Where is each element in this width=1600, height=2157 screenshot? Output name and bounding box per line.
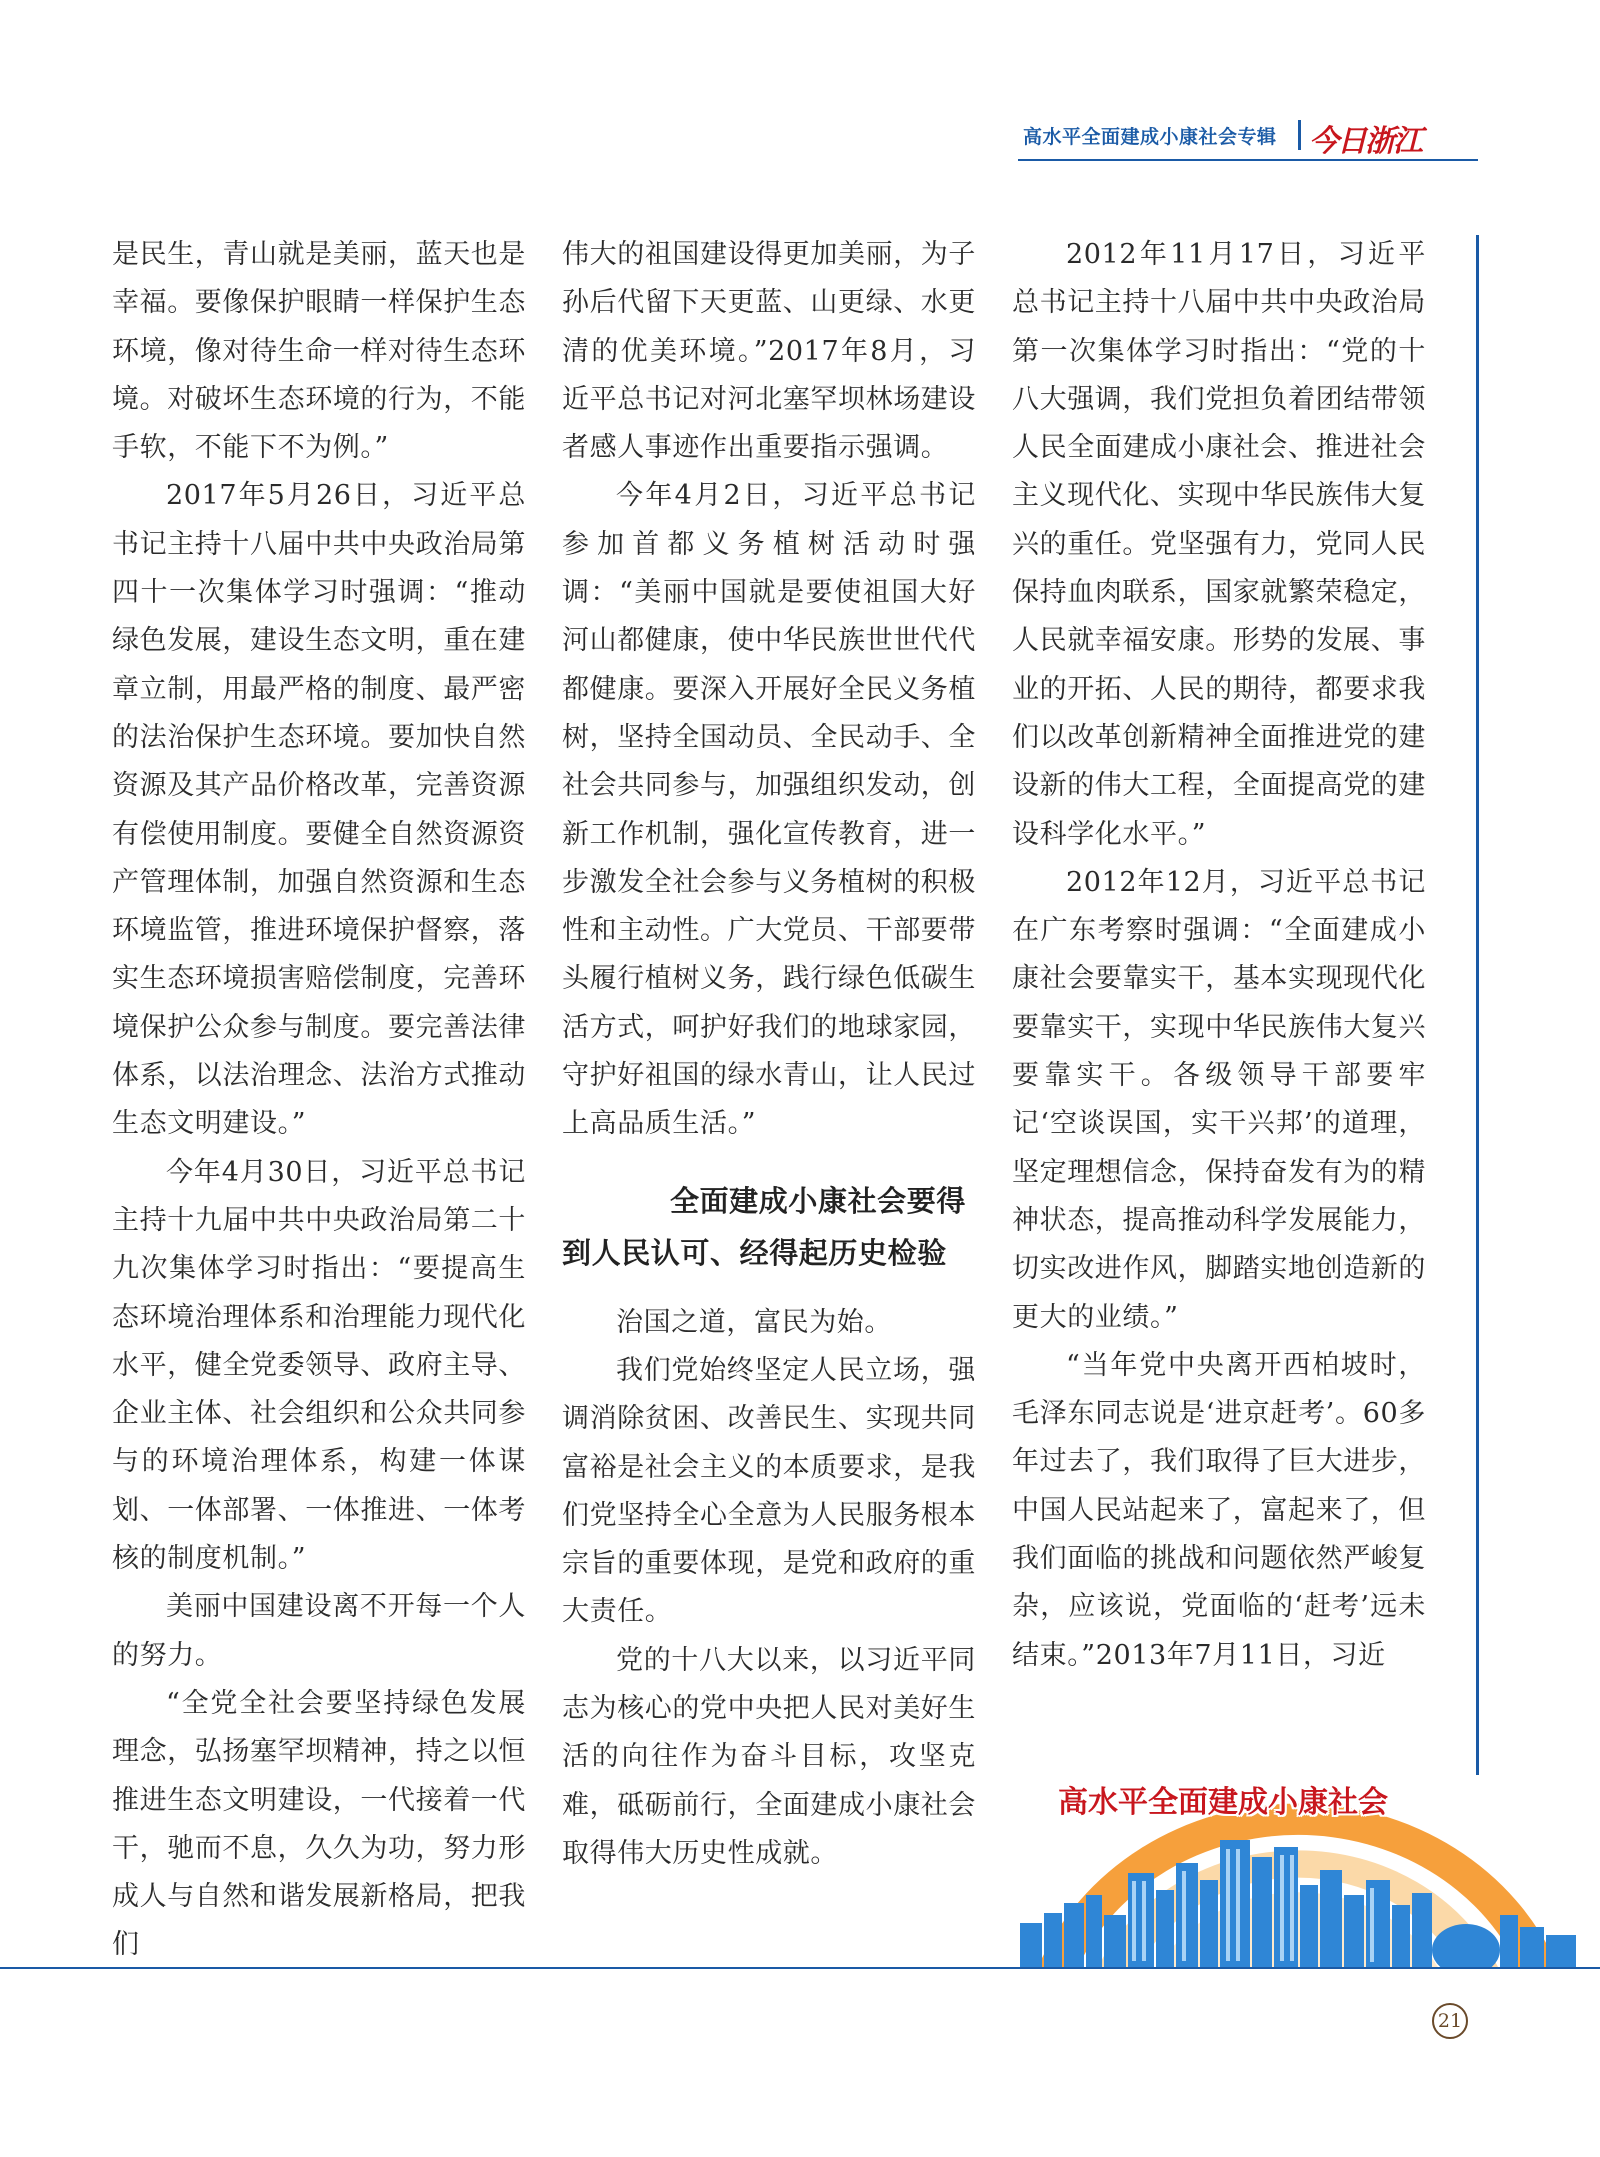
subheading-line-2: 到人民认可、经得起历史检验 (562, 1235, 947, 1270)
magazine-logo: 今日浙江 (1309, 124, 1421, 159)
header-title: 高水平全面建成小康社会专辑 (1023, 126, 1277, 148)
paragraph: 党的十八大以来，以习近平同志为核心的党中央把人民对美好生活的向往作为奋斗目标，攻坚克难，砥砺前行，全面建成小康社会取得伟大历史性成就。 (562, 1644, 976, 1869)
paragraph: 是民生，青山就是美丽，蓝天也是幸福。要像保护眼睛一样保护生态环境，像对待生命一样对待生态环境。对破坏生态环境的行为，不能手软，不能下不为例。” (112, 239, 526, 464)
paragraph: 今年4月30日，习近平总书记主持十九届中共中央政治局第二十九次集体学习时指出：“要提高生态环境治理体系和治理能力现代化水平，健全党委领导、政府主导、企业主体、社会组织和公众共同参与的环境治理体系，构建一体谋划、一体部署、一体推进、一体考核的制度机制。” (112, 1156, 526, 1575)
header-divider (1298, 120, 1301, 150)
paragraph: “当年党中央离开西柏坡时，毛泽东同志说是‘进京赶考’。60多年过去了，我们取得了巨大进步，中国人民站起来了，富起来了，但我们面临的挑战和问题依然严峻复杂，应该说，党面临的‘赶考’远未结束。”2013年7月11日，习近 (1012, 1349, 1426, 1671)
column-rule (1476, 235, 1479, 1775)
subheading-line-1: 全面建成小康社会要得 (669, 1183, 966, 1218)
footer-rule (0, 1967, 1600, 1969)
section-banner (1018, 1745, 1578, 1967)
column-2 (562, 231, 976, 1878)
paragraph: 2012年11月17日，习近平总书记主持十八届中共中央政治局第一次集体学习时指出：“党的十八大强调，我们党担负着团结带领人民全面建成小康社会、推进社会主义现代化、实现中华民族伟大复兴的重任。党坚强有力，党同人民保持血肉联系，国家就繁荣稳定，人民就幸福安康。形势的发展、事业的开拓、人民的期待，都要求我们以改革创新精神全面推进党的建设新的伟大工程，全面提高党的建设科学化水平。” (1012, 239, 1426, 850)
column-3 (1012, 231, 1426, 1680)
banner-title: 高水平全面建成小康社会 (1058, 1785, 1388, 1820)
page-number: 21 (1432, 2003, 1468, 2039)
paragraph: 今年4月2日，习近平总书记参加首都义务植树活动时强调：“美丽中国就是要使祖国大好河山都健康，使中华民族世世代代都健康。要深入开展好全民义务植树，坚持全国动员、全民动手、全社会共同参与，加强组织发动，创新工作机制，强化宣传教育，进一步激发全社会参与义务植树的积极性和主动性。广大党员、干部要带头履行植树义务，践行绿色低碳生活方式，呵护好我们的地球家园，守护好祖国的绿水青山，让人民过上高品质生活。” (562, 480, 976, 1140)
paragraph: 治国之道，富民为始。 (616, 1306, 892, 1338)
header-rule (1018, 159, 1478, 161)
paragraph: 伟大的祖国建设得更加美丽，为子孙后代留下天更蓝、山更绿、水更清的优美环境。”2017年8月，习近平总书记对河北塞罕坝林场建设者感人事迹作出重要指示强调。 (562, 239, 976, 464)
paragraph: 2012年12月，习近平总书记在广东考察时强调：“全面建成小康社会要靠实干，基本实现现代化要靠实干，实现中华民族伟大复兴要靠实干。各级领导干部要牢记‘空谈误国，实干兴邦’的道理，坚定理想信念，保持奋发有为的精神状态，提高推动科学发展能力，切实改进作风，脚踏实地创造新的更大的业绩。” (1012, 866, 1426, 1333)
paragraph: “全党全社会要坚持绿色发展理念，弘扬塞罕坝精神，持之以恒推进生态文明建设，一代接着一代干，驰而不息，久久为功，努力形成人与自然和谐发展新格局，把我们 (112, 1687, 526, 1961)
column-1 (112, 231, 526, 1970)
page-header (1023, 118, 1473, 159)
section-subheading (562, 1175, 976, 1279)
paragraph: 2017年5月26日，习近平总书记主持十八届中共中央政治局第四十一次集体学习时强调：“推动绿色发展，建设生态文明，重在建章立制，用最严格的制度、最严密的法治保护生态环境。要加快自然资源及其产品价格改革，完善资源有偿使用制度。要健全自然资源资产管理体制，加强自然资源和生态环境监管，推进环境保护督察，落实生态环境损害赔偿制度，完善环境保护公众参与制度。要完善法律体系，以法治理念、法治方式推动生态文明建设。” (112, 480, 526, 1140)
paragraph: 我们党始终坚定人民立场，强调消除贫困、改善民生、实现共同富裕是社会主义的本质要求，是我们党坚持全心全意为人民服务根本宗旨的重要体现，是党和政府的重大责任。 (562, 1354, 976, 1628)
paragraph: 美丽中国建设离不开每一个人的努力。 (112, 1591, 526, 1671)
